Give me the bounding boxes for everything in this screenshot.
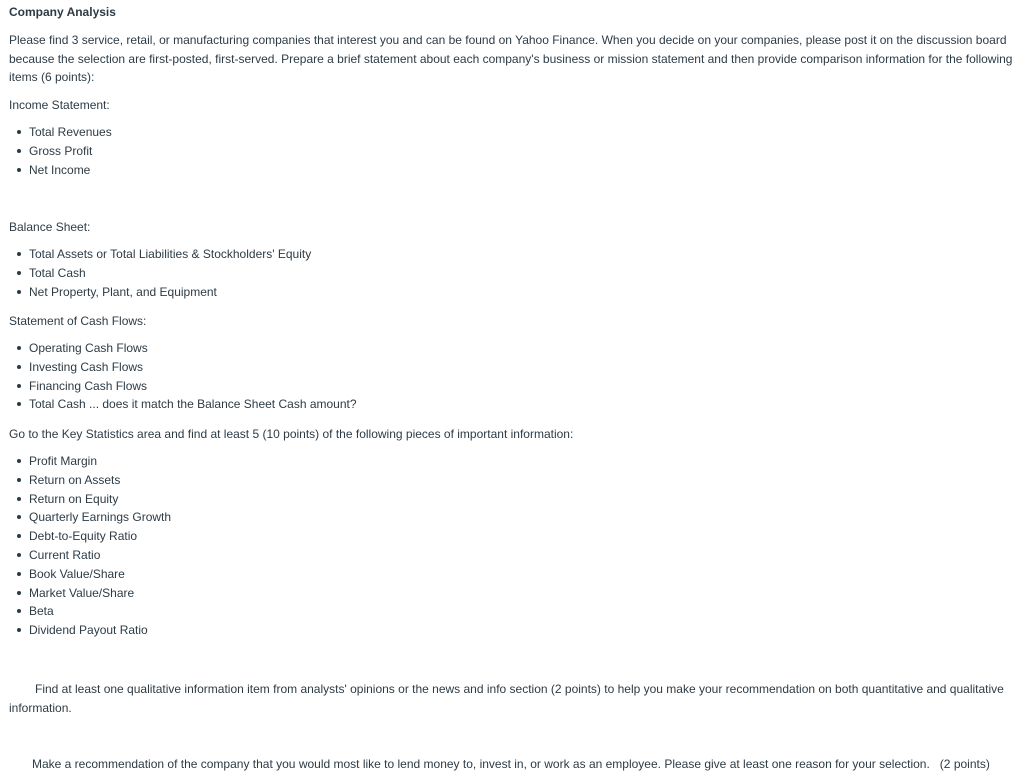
- bullet-icon: [17, 346, 21, 350]
- bullet-icon: [17, 402, 21, 406]
- bullet-icon: [17, 534, 21, 538]
- bullet-icon: [17, 497, 21, 501]
- intro-paragraph: Please find 3 service, retail, or manufacturing companies that interest you and can be found on Yahoo Finance. When you decide on your companies, please post it on the discussion board because the selection are first-posted, first-served. Prepare a brief statement about each company's business or mission statement and then provide comparison information for the following items (6 points):: [9, 33, 1013, 85]
- recommendation-paragraph: Make a recommendation of the company that you would most like to lend money to, invest in, or work as an employee. Please give at least one reason for your selection. (2 points): [32, 757, 990, 771]
- income-statement-list: [9, 124, 112, 180]
- cash-flows-heading: Statement of Cash Flows:: [9, 314, 147, 328]
- list-item: Investing Cash Flows: [9, 359, 357, 378]
- list-item: Total Assets or Total Liabilities & Stockholders' Equity: [9, 246, 311, 265]
- bullet-icon: [17, 572, 21, 576]
- bullet-icon: [17, 149, 21, 153]
- key-statistics-list: [9, 453, 171, 641]
- cash-flows-list: [9, 340, 357, 415]
- balance-sheet-heading: Balance Sheet:: [9, 220, 91, 234]
- list-item: Quarterly Earnings Growth: [9, 509, 171, 528]
- list-item: Gross Profit: [9, 143, 112, 162]
- bullet-icon: [17, 384, 21, 388]
- bullet-icon: [17, 365, 21, 369]
- list-item: Financing Cash Flows: [9, 378, 357, 397]
- bullet-icon: [17, 130, 21, 134]
- bullet-icon: [17, 609, 21, 613]
- list-item: Book Value/Share: [9, 566, 171, 585]
- bullet-icon: [17, 553, 21, 557]
- key-statistics-heading: Go to the Key Statistics area and find at least 5 (10 points) of the following pieces of important information:: [9, 427, 574, 441]
- bullet-icon: [17, 515, 21, 519]
- list-item: Net Property, Plant, and Equipment: [9, 284, 311, 303]
- list-item: Net Income: [9, 162, 112, 181]
- bullet-icon: [17, 459, 21, 463]
- bullet-icon: [17, 252, 21, 256]
- qualitative-paragraph: Find at least one qualitative information item from analysts' opinions or the news and info section (2 points) to help you make your recommendation on both quantitative and qualitative information.: [9, 682, 1004, 715]
- balance-sheet-list: [9, 246, 311, 302]
- bullet-icon: [17, 478, 21, 482]
- list-item: Market Value/Share: [9, 585, 171, 604]
- list-item: Total Revenues: [9, 124, 112, 143]
- list-item: Return on Equity: [9, 491, 171, 510]
- list-item: Debt-to-Equity Ratio: [9, 528, 171, 547]
- bullet-icon: [17, 290, 21, 294]
- list-item: Operating Cash Flows: [9, 340, 357, 359]
- list-item: Dividend Payout Ratio: [9, 622, 171, 641]
- page-title: Company Analysis: [9, 5, 116, 19]
- bullet-icon: [17, 628, 21, 632]
- income-statement-heading: Income Statement:: [9, 98, 110, 112]
- bullet-icon: [17, 271, 21, 275]
- list-item: Beta: [9, 603, 171, 622]
- list-item: Total Cash ... does it match the Balance Sheet Cash amount?: [9, 396, 357, 415]
- bullet-icon: [17, 168, 21, 172]
- list-item: Current Ratio: [9, 547, 171, 566]
- list-item: Total Cash: [9, 265, 311, 284]
- list-item: Profit Margin: [9, 453, 171, 472]
- list-item: Return on Assets: [9, 472, 171, 491]
- bullet-icon: [17, 591, 21, 595]
